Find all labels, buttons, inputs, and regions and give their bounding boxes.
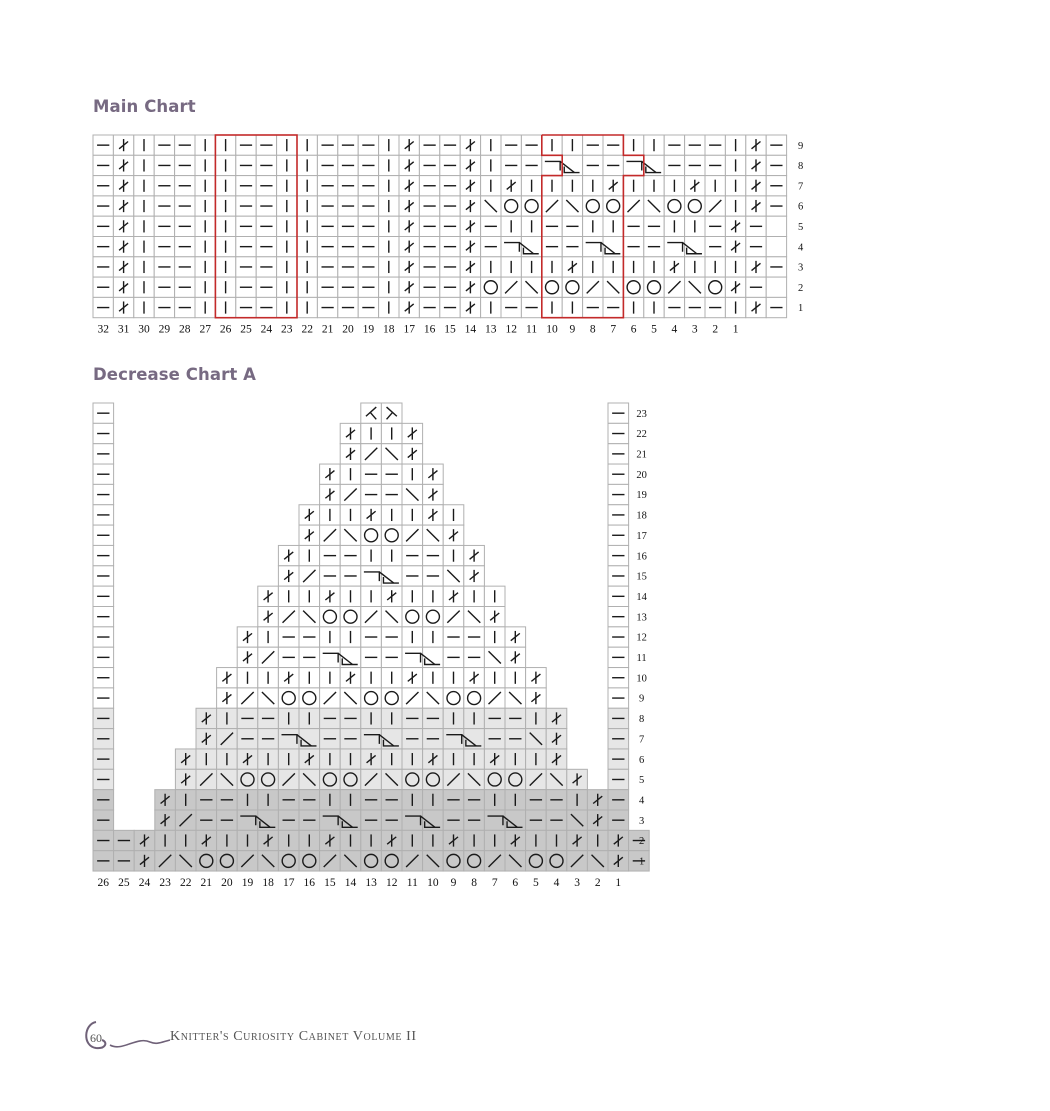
row-number: 4 [638,795,645,807]
column-number: 15 [324,877,336,890]
column-number: 3 [691,323,698,336]
column-number: 27 [199,323,211,336]
column-number: 25 [118,877,130,890]
row-number: 14 [636,591,647,603]
chart-cell [361,729,382,749]
column-number: 20 [221,877,233,890]
column-number: 1 [615,877,622,890]
column-number: 21 [321,323,334,336]
column-number: 28 [179,323,191,336]
column-number: 23 [159,877,171,890]
column-number: 6 [630,323,637,336]
row-number: 2 [638,836,645,848]
column-number: 12 [385,877,398,890]
chart-cell [402,647,423,667]
column-number: 7 [491,877,498,890]
column-number: 19 [241,877,254,890]
row-number: 13 [636,612,647,624]
chart-cell [484,810,505,830]
page-footer [82,1018,482,1058]
column-number: 16 [423,323,436,336]
column-number: 1 [732,323,739,336]
column-number: 8 [471,877,477,890]
column-number: 29 [158,323,171,336]
row-number: 9 [797,140,804,152]
column-number: 20 [342,323,354,336]
row-number: 7 [797,181,804,193]
column-number: 6 [512,877,519,890]
column-number: 13 [485,323,497,336]
row-number: 8 [797,161,804,173]
row-number: 16 [636,551,647,563]
column-number: 18 [262,877,274,890]
row-number: 5 [638,775,645,787]
row-number: 23 [636,408,647,420]
chart-cell [443,729,464,749]
column-number: 11 [526,323,538,336]
column-number: 17 [282,877,295,890]
column-number: 5 [533,877,539,890]
row-number: 9 [638,693,645,705]
book-title: Knitter's Curiosity Cabinet Volume II [170,1029,417,1044]
row-number: 22 [636,429,647,441]
main-chart-title: Main Chart [93,97,196,116]
column-number: 9 [450,877,457,890]
chart-cell [320,810,341,830]
column-number: 7 [610,323,617,336]
chart-cell [402,810,423,830]
row-number: 17 [636,530,647,542]
row-number: 19 [636,490,647,502]
row-number: 2 [797,282,804,294]
row-number: 5 [797,222,804,234]
column-number: 14 [344,877,357,890]
column-number: 23 [281,323,293,336]
column-number: 21 [200,877,213,890]
column-number: 31 [117,323,130,336]
column-number: 22 [179,877,192,890]
column-number: 16 [303,877,316,890]
column-number: 8 [589,323,596,336]
column-number: 19 [362,323,375,336]
column-number: 24 [138,877,151,890]
column-number: 22 [301,323,313,336]
column-number: 13 [365,877,377,890]
column-number: 4 [671,323,678,336]
column-number: 25 [240,323,252,336]
column-number: 3 [574,877,580,890]
row-number: 4 [797,242,804,254]
row-number: 12 [636,632,647,644]
row-number: 20 [636,469,647,481]
row-number: 1 [797,303,804,315]
chart-cell [278,729,299,749]
row-number: 10 [636,673,647,685]
column-number: 10 [427,877,439,890]
row-number: 21 [636,449,647,461]
column-number: 26 [219,323,232,336]
column-number: 10 [546,323,558,336]
column-number: 17 [403,323,415,336]
row-number: 11 [636,653,647,665]
column-number: 32 [97,323,109,336]
column-number: 5 [651,323,657,336]
column-number: 2 [712,323,719,336]
chart-cell [320,647,341,667]
column-number: 9 [569,323,576,336]
row-number: 7 [638,734,645,746]
column-number: 14 [464,323,477,336]
column-number: 12 [505,323,517,336]
chart-cell [361,566,382,586]
row-number: 6 [797,201,804,213]
chart-cell [237,810,258,830]
row-number: 15 [636,571,647,583]
column-number: 15 [444,323,456,336]
row-number: 1 [638,856,645,868]
column-number: 30 [138,323,150,336]
row-number: 6 [638,754,645,766]
page-number: 60 [90,1031,102,1045]
row-number: 3 [797,262,804,274]
column-number: 18 [383,323,395,336]
column-number: 4 [553,877,560,890]
column-number: 2 [594,877,601,890]
column-number: 26 [97,877,110,890]
row-number: 18 [636,510,647,522]
row-number: 8 [638,714,645,726]
decrease-chart-a-title: Decrease Chart A [93,365,257,384]
column-number: 24 [260,323,273,336]
column-number: 11 [406,877,418,890]
row-number: 3 [638,815,645,827]
